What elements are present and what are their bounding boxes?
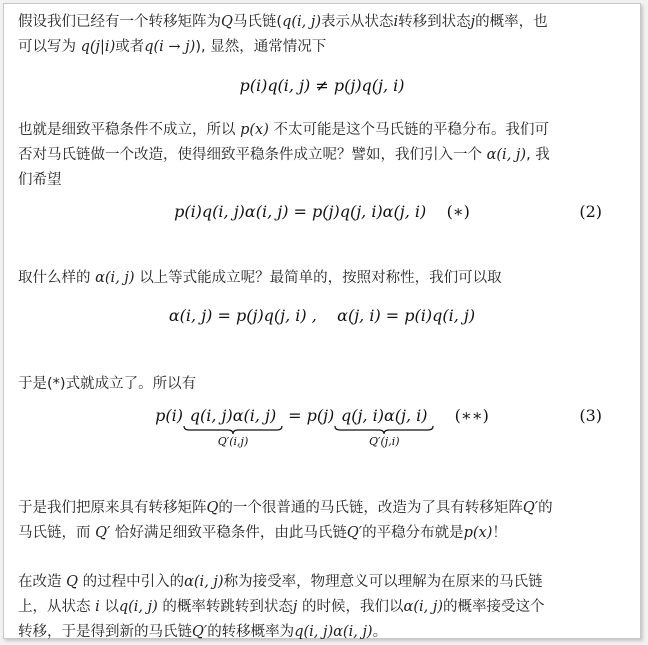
equation-2: [4, 202, 640, 221]
underbrace-icon: [334, 425, 434, 435]
math-px: p(x): [240, 122, 269, 138]
paragraph-intro: [18, 10, 628, 60]
text: 以: [104, 599, 119, 615]
equation-body: p(i)q(i, j)α(i, j) = p(j)q(j, i)α(j, i): [174, 202, 427, 221]
text: 转移到状态: [398, 14, 471, 30]
equation-inequality: p(i)q(i, j) ≠ p(j)q(j, i): [239, 76, 405, 95]
line: [18, 620, 628, 645]
text: 的转移概率为: [207, 624, 295, 640]
math-px: p(x): [463, 525, 493, 541]
text: 的时候，我们以: [302, 599, 404, 615]
math-i: i: [95, 599, 100, 615]
line: [18, 521, 628, 546]
math-Q: Q: [66, 574, 78, 590]
text: 可以写为: [18, 39, 76, 55]
line: [18, 496, 628, 521]
text: 的: [538, 500, 553, 516]
paragraph-detailed-balance: [18, 118, 628, 193]
math-q-arrow: q(i → j): [144, 39, 196, 55]
line: [18, 595, 628, 620]
math-qji: q(j|i): [80, 39, 116, 55]
line: [18, 570, 628, 595]
line: [18, 35, 628, 60]
text: 的概率接受这个: [443, 599, 545, 615]
math-alpha: α(i, j): [403, 599, 443, 615]
text: 转移，于是得到新的马氏链: [18, 624, 192, 640]
equation-alpha-choice: [4, 306, 640, 325]
underbrace-label: Q′(i,j): [217, 435, 249, 448]
paragraph-conclusion: [18, 496, 628, 546]
underbrace-label: Q′(j,i): [369, 435, 400, 448]
text: 。: [372, 624, 388, 640]
underbrace-group-1: [183, 406, 283, 449]
equation-tag: (∗): [446, 202, 470, 221]
math-alpha: α(i, j): [184, 574, 224, 590]
text: 的概率转跳转到状态: [162, 599, 293, 615]
equation-left: α(i, j) = p(j)q(j, i) ,: [168, 306, 317, 325]
text: ), 显然，通常情况下: [195, 39, 327, 55]
math-j: j: [292, 599, 298, 615]
equation-part: = p(j): [283, 406, 335, 425]
text: , 我: [526, 147, 550, 163]
text: 不太可能是这个马氏链的平稳分布。我们可: [273, 122, 549, 138]
math-Qprime: Q′: [346, 525, 363, 541]
paragraph-acceptance-rate: [18, 570, 628, 645]
math-Qprime: Q′: [522, 500, 539, 516]
math-qij: q(i, j): [282, 14, 322, 30]
text: 的概率，也: [475, 14, 548, 30]
text: 或者: [115, 39, 145, 55]
text: 的一个很普通的马氏链，改造为了具有转移矩阵: [218, 500, 523, 516]
math-alpha: α(i, j): [486, 147, 527, 163]
text: 于是我们把原来具有转移矩阵: [18, 500, 207, 516]
text: 表示从状态: [321, 14, 394, 30]
equation-part: p(i): [155, 406, 183, 425]
text: 恰好满足细致平稳条件，由此马氏链: [114, 525, 347, 541]
equation-number-3: (3): [579, 406, 602, 425]
text: 称为接受率，物理意义可以理解为在原来的马氏链: [223, 574, 543, 590]
equation-tag: (∗∗): [454, 406, 489, 425]
text: 的过程中引入的: [82, 574, 185, 590]
line: [18, 143, 628, 168]
math-Q: Q: [206, 500, 219, 516]
math-transition: q(i, j)α(i, j): [294, 624, 373, 640]
text: 马氏链，而: [18, 525, 91, 541]
math-alpha: α(i, j): [95, 270, 135, 286]
text: 以上等式能成立呢？最简单的，按照对称性，我们可以取: [139, 270, 502, 286]
text: 马氏链(: [232, 14, 283, 30]
document-frame: [3, 3, 641, 639]
math-j: j: [470, 14, 476, 30]
underbrace-group-2: [334, 406, 434, 449]
text: 在改造: [18, 574, 62, 590]
text: 取什么样的: [18, 270, 91, 286]
text: 假设我们已经有一个转移矩阵为: [18, 14, 221, 30]
math-qij: q(i, j): [118, 599, 158, 615]
line: [18, 168, 628, 193]
line: 于是(*)式就成立了。所以有: [18, 376, 197, 392]
underbrace-icon: [183, 425, 283, 435]
equation-right: α(j, i) = p(i)q(i, j): [337, 306, 476, 325]
equation-part: q(i, j)α(i, j): [189, 406, 277, 425]
line: [18, 266, 628, 291]
equation-number-2: (2): [579, 202, 602, 221]
text: 们希望: [18, 172, 62, 188]
paragraph-choice: [18, 266, 628, 291]
text: ！: [492, 525, 507, 541]
equation-part: q(j, i)α(j, i): [341, 406, 428, 425]
text: 上，从状态: [18, 599, 91, 615]
equation-3: [4, 406, 640, 449]
math-Qprime: Q′: [95, 525, 111, 541]
line: [18, 10, 628, 35]
math-Qprime: Q′: [192, 624, 208, 640]
paragraph-hence: [18, 372, 628, 397]
math-Q: Q: [221, 14, 233, 30]
line: [18, 118, 628, 143]
text: 否对马氏链做一个改造，使得细致平稳条件成立呢？譬如，我们引入一个: [18, 147, 482, 163]
text: 也就是细致平稳条件不成立，所以: [18, 122, 236, 138]
text: 的平稳分布就是: [362, 525, 464, 541]
math-i: i: [393, 14, 399, 30]
